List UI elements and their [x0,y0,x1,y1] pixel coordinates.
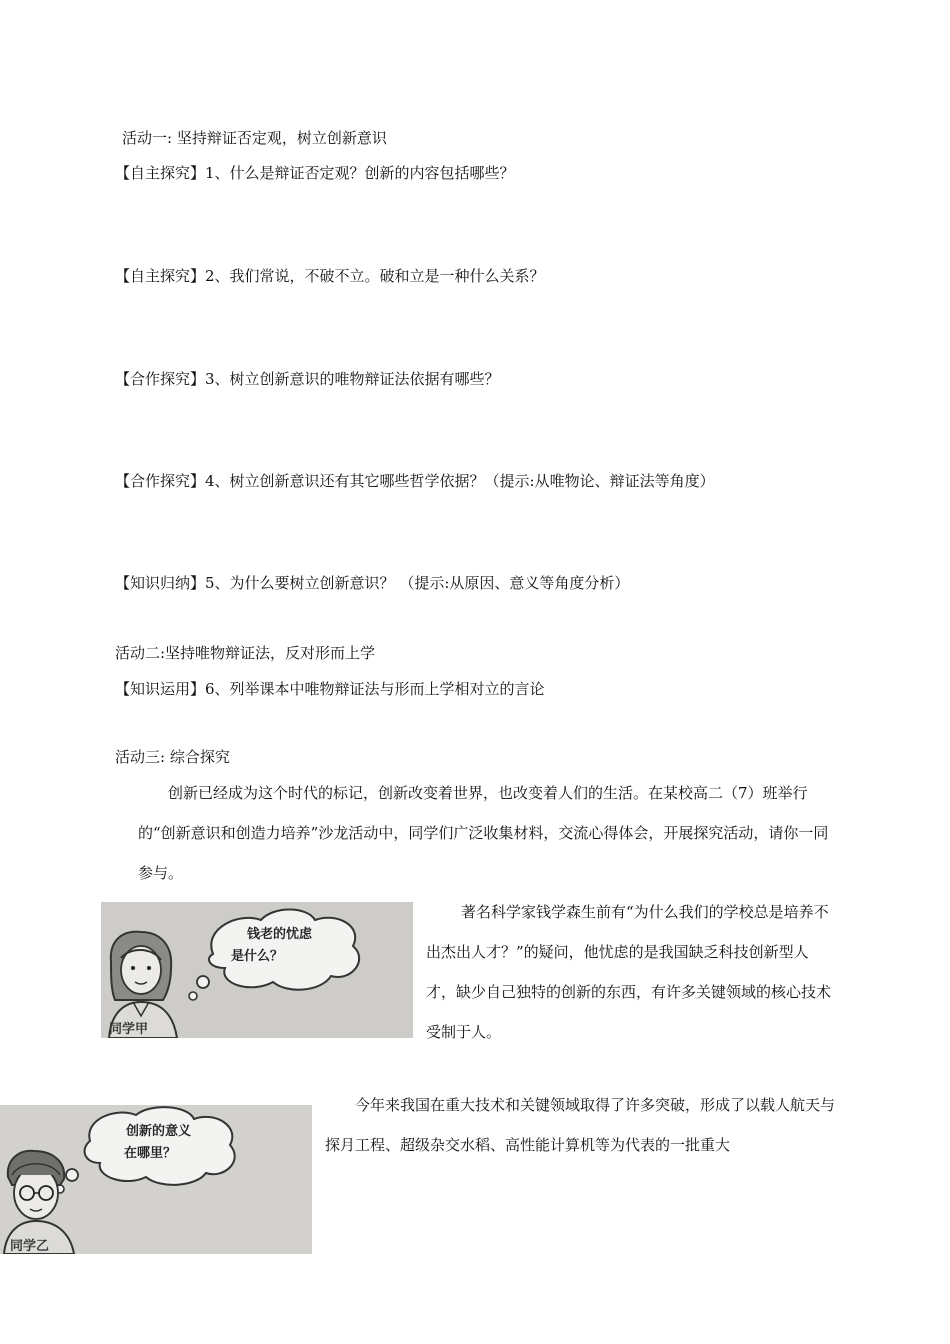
qian-xuesen-text: 著名科学家钱学森生前有“为什么我们的学校总是培养不出杰出人才？”的疑问，他忧虑的是我国缺乏科技创新型人才，缺少自己独特的创新的东西，有许多关键领域的核心技术受制于人。 [426,903,832,1041]
figure-student-b [0,1105,312,1254]
figure-student-a [101,902,413,1038]
activity2-title: 活动二:坚持唯物辩证法，反对形而上学 [115,644,376,662]
achievements-text: 今年来我国在重大技术和关键领域取得了许多突破，形成了以载人航天与探月工程、超级杂交水稻、高性能计算机等为代表的一批重大 [325,1096,836,1154]
question-5: 【知识归纳】5、为什么要树立创新意识？ （提示:从原因、意义等角度分析） [115,574,630,592]
bubble-line-1: 钱老的忧虑 [247,927,313,942]
bubble-line-2: 在哪里？ [124,1146,177,1161]
question-2: 【自主探究】2、我们常说，不破不立。破和立是一种什么关系？ [115,267,545,285]
student-b-caption: 同学乙 [10,1239,50,1254]
question-3: 【合作探究】3、树立创新意识的唯物辩证法依据有哪些？ [115,370,500,388]
question-4: 【合作探究】4、树立创新意识还有其它哪些哲学依据？（提示:从唯物论、辩证法等角度） [115,472,715,490]
activity3-title: 活动三: 综合探究 [115,748,230,766]
activity3-intro: 创新已经成为这个时代的标记，创新改变着世界，也改变着人们的生活。在某校高二（7）班举行的“创新意识和创造力培养”沙龙活动中，同学们广泛收集材料，交流心得体会，开展探究活动，请你一同参与。 [138,784,829,882]
bubble-line-1: 创新的意义 [126,1124,192,1139]
question-1: 【自主探究】1、什么是辩证否定观？创新的内容包括哪些？ [115,164,515,182]
student-a-caption: 同学甲 [109,1022,149,1037]
bubble-line-2: 是什么？ [231,949,284,964]
activity1-title: 活动一: 坚持辩证否定观，树立创新意识 [122,129,387,147]
question-6: 【知识运用】6、列举课本中唯物辩证法与形而上学相对立的言论 [115,680,545,698]
